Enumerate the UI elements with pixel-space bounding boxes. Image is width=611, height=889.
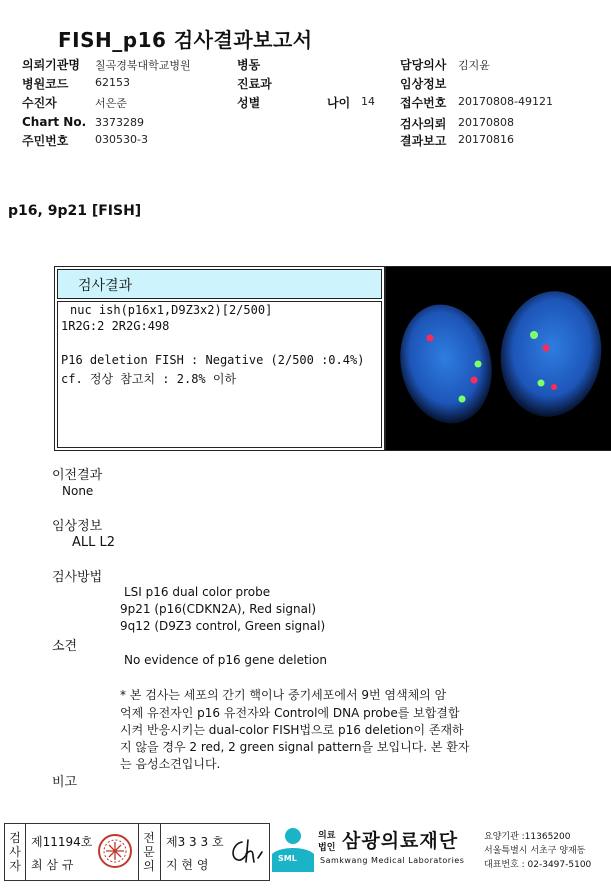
result-header — [57, 269, 382, 299]
green-signal — [538, 380, 545, 387]
org-address: 서울특별시 서초구 양재동 — [484, 846, 586, 856]
previous-value: None — [62, 484, 94, 498]
sml-logo-icon — [270, 826, 316, 872]
doctor-label: 전문의 — [138, 824, 161, 880]
label-doctor: 담당의사 — [400, 58, 447, 72]
label-hospital-code: 병원코드 — [22, 77, 69, 91]
result-line-2: 1R2G:2 2R2G:498 — [61, 319, 170, 333]
label-age: 나이 — [327, 96, 351, 110]
value-resident-no: 030530-3 — [95, 133, 148, 146]
result-line-3: P16 deletion FISH : Negative (2/500 :0.4%) — [61, 353, 365, 367]
findings-heading: 소견 — [52, 639, 78, 654]
result-box — [54, 266, 385, 451]
doctor-name: 지 현 영 — [166, 858, 209, 872]
method-line-2: 9p21 (p16(CDKN2A), Red signal) — [120, 602, 316, 616]
org-prefix-bottom: 법인 — [318, 843, 336, 853]
green-signal — [459, 396, 466, 403]
value-report-date: 20170816 — [458, 133, 514, 146]
nucleus-left — [390, 296, 503, 432]
tester-seal-icon — [97, 833, 133, 869]
green-signal — [530, 331, 538, 339]
value-request-date: 20170808 — [458, 116, 514, 129]
doctor-cell — [160, 824, 269, 880]
findings-note-2: 억제 유전자인 p16 유전자와 Control에 DNA probe를 보합결합 — [120, 706, 460, 720]
method-line-3: 9q12 (D9Z3 control, Green signal) — [120, 619, 326, 633]
label-request-date: 검사의뢰 — [400, 117, 447, 131]
red-signal — [427, 335, 434, 342]
findings-value: No evidence of p16 gene deletion — [124, 653, 327, 667]
result-line-1: nuc ish(p16x1,D9Z3x2)[2/500] — [70, 303, 273, 317]
method-line-1: LSI p16 dual color probe — [124, 585, 271, 599]
label-clinical-info: 임상정보 — [400, 77, 447, 91]
value-patient: 서은준 — [95, 97, 127, 110]
tester-label: 검사자 — [5, 824, 26, 880]
org-prefix-top: 의료 — [318, 831, 336, 841]
red-signal — [551, 384, 557, 390]
nucleus-right — [493, 285, 610, 424]
fish-image — [385, 266, 611, 451]
section-title: p16, 9p21 [FISH] — [8, 203, 142, 219]
findings-note-4: 지 않을 경우 2 red, 2 green signal pattern을 보입니다. 본 환자 — [120, 740, 470, 754]
value-age: 14 — [361, 95, 375, 108]
report-title: FISH_p16 검사결과보고서 — [58, 28, 313, 52]
institution-code: 요양기관 :11365200 — [484, 832, 571, 842]
logo-text: SML — [278, 854, 297, 863]
label-chart-no: Chart No. — [22, 115, 87, 129]
value-accession: 20170808-49121 — [458, 95, 553, 108]
label-institution: 의뢰기관명 — [22, 58, 80, 72]
doctor-license-no: 제3 3 3 호 — [166, 835, 224, 849]
clinical-value: ALL L2 — [72, 535, 116, 550]
org-name: 삼광의료재단 — [342, 830, 459, 852]
red-signal — [471, 377, 478, 384]
tester-name: 최 삼 규 — [31, 858, 74, 872]
doctor-signature-icon — [226, 836, 264, 866]
label-department: 진료과 — [237, 77, 272, 91]
result-body — [57, 301, 382, 448]
label-patient: 수진자 — [22, 96, 57, 110]
green-signal — [475, 361, 482, 368]
value-institution: 칠곡경북대학교병원 — [95, 59, 191, 72]
result-header-label: 검사결과 — [78, 278, 133, 294]
findings-note-1: * 본 검사는 세포의 간기 핵이나 중기세포에서 9번 염색체의 암 — [120, 688, 447, 702]
label-accession: 접수번호 — [400, 96, 447, 110]
org-english-name: Samkwang Medical Laboratories — [320, 856, 465, 865]
result-line-4: cf. 정상 참고치 : 2.8% 이하 — [61, 372, 237, 386]
tester-cell — [25, 824, 139, 880]
findings-note-5: 는 음성소견입니다. — [120, 757, 221, 771]
label-resident-no: 주민번호 — [22, 134, 69, 148]
value-hospital-code: 62153 — [95, 76, 130, 89]
remarks-heading: 비고 — [52, 775, 78, 790]
findings-note-3: 시켜 반응시키는 dual-color FISH법으로 p16 deletion이 존재하 — [120, 723, 464, 737]
label-report-date: 결과보고 — [400, 134, 447, 148]
label-sex: 성별 — [237, 96, 261, 110]
org-phone: 대표번호 : 02-3497-5100 — [484, 860, 592, 870]
previous-heading: 이전결과 — [52, 468, 103, 483]
value-chart-no: 3373289 — [95, 116, 144, 129]
tester-license-no: 제11194호 — [31, 835, 93, 849]
signature-box — [4, 823, 270, 881]
value-doctor: 김지윤 — [458, 59, 490, 72]
method-heading: 검사방법 — [52, 570, 103, 585]
clinical-heading: 임상정보 — [52, 519, 103, 534]
label-ward: 병동 — [237, 58, 261, 72]
red-signal — [543, 345, 550, 352]
